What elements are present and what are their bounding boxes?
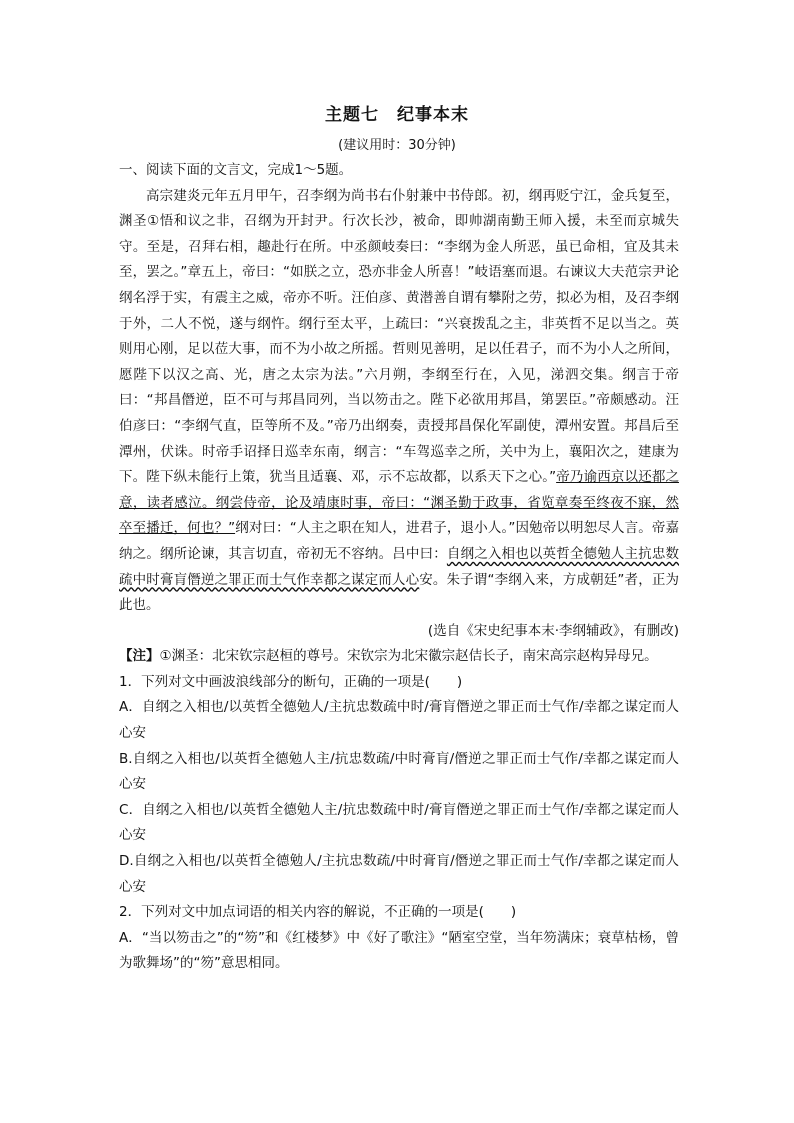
question-2-option-a: A．“当以笏击之”的“笏”和《红楼梦》中《好了歌注》“陋室空堂，当年笏满床；衰草枯杨，曾为歌舞场”的“笏”意思相同。 xyxy=(119,929,679,972)
question-1-stem: 1．下列对文中画波浪线部分的断句，正确的一项是( ) xyxy=(119,673,463,690)
question-1-option-d: D.自纲之入相也/以英哲全德勉人/主抗忠数疏/中时膏肓/僭逆之罪正而士气作/幸都之谋定而人心安 xyxy=(119,853,679,895)
footnote-tag: 【注】 xyxy=(119,648,160,665)
footnote-text: ①渊圣：北宋钦宗赵桓的尊号。宋钦宗为北宋徽宗赵佶长子，南宋高宗赵构异母兄。 xyxy=(159,648,658,665)
passage-text-2: 纲对曰：“人主之职在知人，进君子，退小人。”因勉帝以明恕尽人言。帝嘉纳之。纲所论谏，其言切直，帝初无不容纳。吕中曰： xyxy=(119,520,679,562)
suggested-time: (建议用时：30分钟) xyxy=(338,138,456,153)
passage-underlined-sentence: 帝乃谕西京以还都之意，读者感泣。纲尝侍帝，论及靖康时事，帝曰：“渊圣勤于政事，省览章奏至终夜不寐，然卒至播迁，何也？” xyxy=(119,469,679,537)
section-heading: 一、阅读下面的文言文，完成1～5题。 xyxy=(119,162,353,178)
page-title: 主题七 纪事本末 xyxy=(325,105,469,125)
footnote xyxy=(119,644,679,670)
question-1-option-b: B.自纲之入相也/以英哲全德勉人主/抗忠数疏/中时膏肓/僭逆之罪正而士气作/幸都之谋定而人心安 xyxy=(119,750,679,793)
question-1-option-c: C．自纲之入相也/以英哲全德勉人主/抗忠数疏中时/膏肓僭逆之罪正而士气作/幸都之谋定而人心安 xyxy=(119,801,679,844)
question-1-option-a: A．自纲之入相也/以英哲全德勉人/主抗忠数疏中时/膏肓僭逆之罪正而士气作/幸都之谋定而人心安 xyxy=(119,699,679,742)
passage-wavy-underline: 自纲之入相也以英哲全德勉人主抗忠数疏中时膏肓僭逆之罪正而士气作幸都之谋定而人心 xyxy=(119,545,680,588)
question-2-stem: 2．下列对文中加点词语的相关内容的解说，不正确的一项是( ) xyxy=(119,904,517,921)
passage-text-3: 安。朱子谓“李纲入来，方成朝廷”者，正为此也。 xyxy=(119,571,679,614)
passage-text-1: 高宗建炎元年五月甲午，召李纲为尚书右仆射兼中书侍郎。初，纲再贬宁江，金兵复至，渊圣①悟和议之非，召纲为开封尹。行次长沙，被命，即帅湖南勤王师入援，未至而京城失守。至是，召拜右相，趣赴行在所。中丞颜岐奏曰：“李纲为金人所恶，虽已命相，宜及其未至，罢之。”章五上，帝曰：“如朕之立，恐亦非金人所喜！”岐语塞而退。右谏议大夫范宗尹论纲名浮于实，有震主之威，帝亦不听。汪伯彦、黄潜善自谓有攀附之劳，拟必为相，及召李纲于外，二人不悦，遂与纲忤。纲行至太平，上疏曰：“兴衰拨乱之主，非英哲不足以当之。英则用心刚，足以莅大事，而不为小故之所摇。哲则见善明，足以任君子，而不为小人之所间，愿陛下以汉之高、光，唐之太宗为法。”六月朔，李纲至行在，入见，涕泗交集。纲言于帝曰：“邦昌僭逆，臣不可与邦昌同列，当以笏击之。陛下必欲用邦昌，第罢臣。”帝颇感动。汪伯彦曰：“李纲气直，臣等所不及。”帝乃出纲奏，责授邦昌保化军副使，潭州安置。邦昌后至潭州，伏诛。时帝手诏择日巡幸东南，纲言：“车驾巡幸之所，关中为上，襄阳次之，建康为下。陛下纵未能行上策，犹当且适襄、邓，示不忘故都，以系天下之心。” xyxy=(119,187,679,486)
passage-paragraph xyxy=(119,184,679,619)
document-body xyxy=(119,158,679,977)
source-citation: (选自《宋史纪事本末·李纲辅政》，有删改) xyxy=(427,622,679,639)
